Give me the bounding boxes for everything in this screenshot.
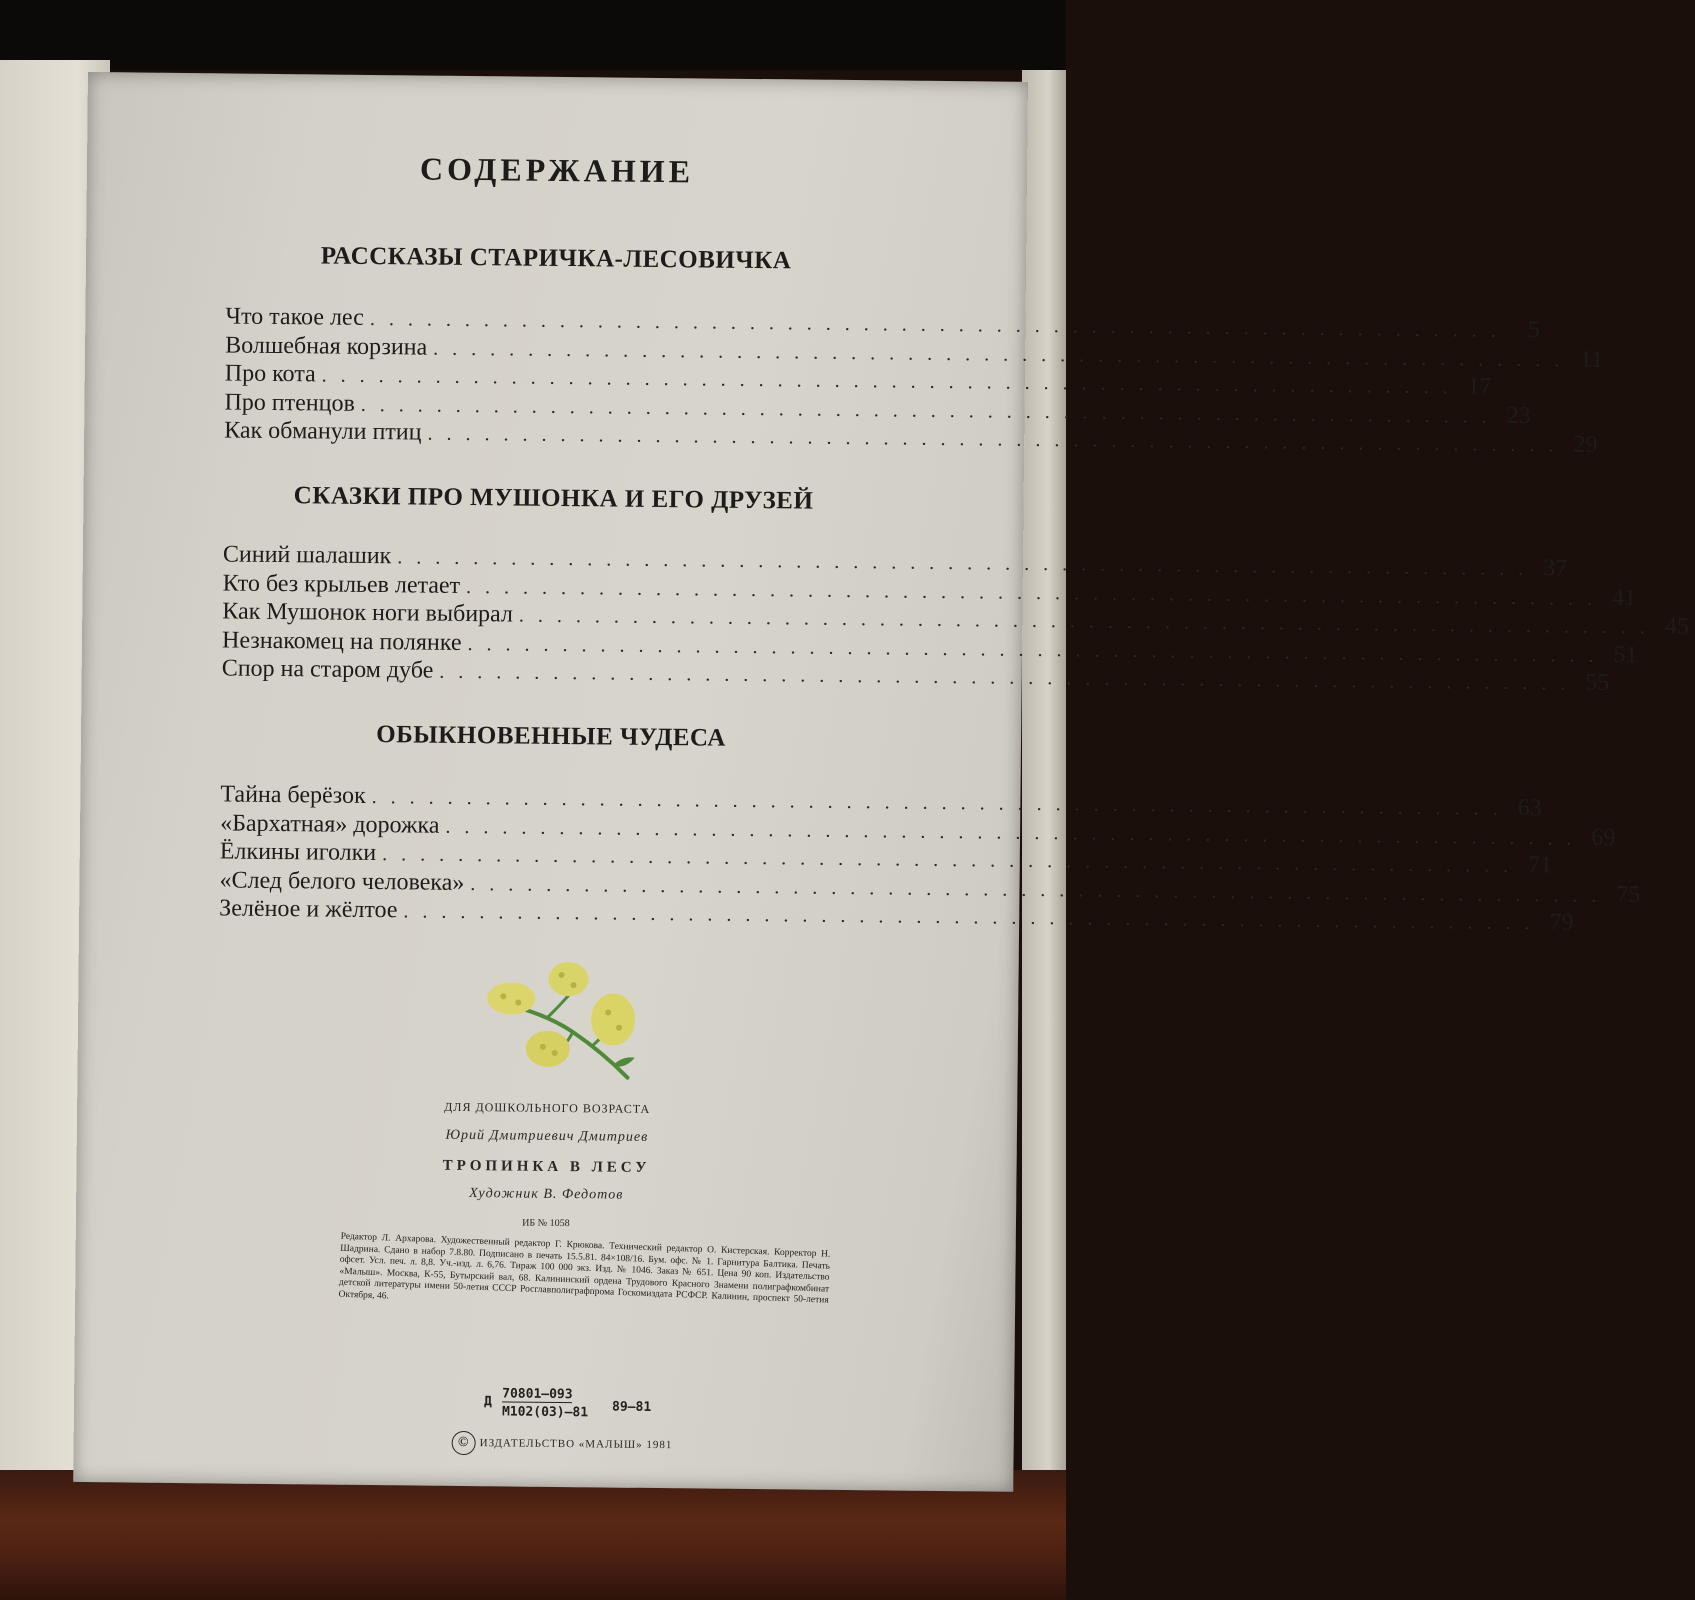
section-heading: СКАЗКИ ПРО МУШОНКА И ЕГО ДРУЗЕЙ xyxy=(293,482,814,515)
toc-leader-dots: ............................................................ xyxy=(403,900,1544,935)
toc-entry xyxy=(221,655,1610,696)
toc-entry-title: Зелёное и жёлтое xyxy=(219,895,398,924)
catalog-denominator: М102(03)—81 xyxy=(501,1404,589,1421)
toc-page-number: 55 xyxy=(1585,669,1610,696)
toc-entry xyxy=(219,895,1574,936)
toc-entry-title: Как обманули птиц xyxy=(224,417,422,446)
toc-page-number: 63 xyxy=(1517,795,1542,822)
toc-page-number: 41 xyxy=(1611,584,1637,611)
ib-number: ИБ № 1058 xyxy=(522,1217,570,1230)
toc-page-number: 37 xyxy=(1543,555,1568,582)
publication-credits: Редактор Л. Архарова. Художественный редактор Г. Крюкова. Технический редактор О. Кистерская. Корректор Н. Шадрина. Сдано в набор 7.8.80. Подписано в печать 15.5.81. 84×108/16. Бум. офс. № 1. Гарнитура Балтика. Печать офсет. Усл. печ. л. 8,8. Уч.-изд. л. 6,76. Тираж 100 000 экз. Изд. № 1046. Заказ № 651. Цена 90 коп. Издательство «Малыш». Москва, К-55, Бутырский вал, 68. Калининский ордена Трудового Красного Знамени полиграфкомбинат детской литературы имени 50-летия СССР Росглавполиграфпрома Госкомиздата РСФСР. Калинин, проспект 50-летия Октября, 46. xyxy=(338,1231,831,1306)
toc-page-number: 17 xyxy=(1467,373,1492,400)
toc-entry-title: «Бархатная» дорожка xyxy=(220,809,440,839)
toc-page-number: 5 xyxy=(1527,317,1540,344)
toc-entry-title: «След белого человека» xyxy=(219,866,465,896)
toc-leader-dots: ............................................................ xyxy=(518,604,1660,639)
toc-page-number: 29 xyxy=(1573,431,1598,458)
section-heading: РАССКАЗЫ СТАРИЧКА-ЛЕСОВИЧКА xyxy=(320,242,792,275)
catalog-numerator: 70801—093 xyxy=(502,1386,573,1403)
toc-leader-dots: ............................................................ xyxy=(433,337,1574,372)
toc-leader-dots: ............................................................ xyxy=(427,422,1568,457)
toc-leader-dots: ............................................................ xyxy=(371,786,1512,820)
toc-entry-title: Ёлкины иголки xyxy=(219,838,377,867)
toc-leader-dots: ............................................................ xyxy=(470,872,1611,907)
toc-entry-title: Про кота xyxy=(224,360,316,388)
right-book-page-edge xyxy=(1022,70,1066,1490)
toc-entry-title: Кто без крыльев летает xyxy=(222,569,461,599)
toc-leader-dots: ............................................................ xyxy=(369,307,1510,342)
toc-entry-title: Что такое лес xyxy=(225,303,365,331)
toc-entry-title: Незнакомец на полянке xyxy=(221,626,462,656)
toc-entry-title: Тайна берёзок xyxy=(220,781,366,809)
toc-leader-dots: ............................................................ xyxy=(466,575,1607,610)
catalog-letter: Д xyxy=(484,1394,493,1410)
toc-entry-title: Про птенцов xyxy=(224,388,356,417)
publisher-name: ИЗДАТЕЛЬСТВО «МАЛЫШ» 1981 xyxy=(479,1437,673,1452)
contents-page xyxy=(73,72,1690,1492)
toc-entry xyxy=(224,417,1598,458)
toc-page-number: 79 xyxy=(1549,909,1574,936)
catalog-code: 89—81 xyxy=(611,1399,652,1415)
toc-entry-title: Спор на старом дубе xyxy=(221,655,434,684)
section-heading: ОБЫКНОВЕННЫЕ ЧУДЕСА xyxy=(376,721,727,752)
toc-page-number: 71 xyxy=(1528,852,1553,879)
toc-page-number: 51 xyxy=(1613,641,1638,668)
toc-leader-dots: ............................................................ xyxy=(467,632,1608,667)
toc-leader-dots: ............................................................ xyxy=(445,815,1586,850)
toc-entry-title: Волшебная корзина xyxy=(225,331,428,361)
publisher-line xyxy=(452,1431,673,1457)
toc-entry-title: Как Мушонок ноги выбирал xyxy=(222,598,514,628)
toc-leader-dots: ............................................................ xyxy=(382,843,1523,878)
toc-page-number: 11 xyxy=(1579,346,1604,373)
toc-entry-title: Синий шалашик xyxy=(222,541,392,570)
artist-credit: Художник В. Федотов xyxy=(469,1186,624,1203)
dark-background xyxy=(0,0,1066,70)
toc-page-number: 75 xyxy=(1616,881,1641,908)
toc-page-number: 45 xyxy=(1664,613,1690,640)
copyright-icon: © xyxy=(452,1431,476,1455)
audience-label: ДЛЯ ДОШКОЛЬНОГО ВОЗРАСТА xyxy=(444,1099,651,1116)
willow-branch-illustration xyxy=(472,956,643,1088)
toc-leader-dots: ............................................................ xyxy=(439,660,1580,695)
toc-leader-dots: ............................................................ xyxy=(321,364,1462,399)
author-name: Юрий Дмитриевич Дмитриев xyxy=(445,1127,649,1145)
toc-page-number: 69 xyxy=(1591,824,1616,851)
toc-leader-dots: ............................................................ xyxy=(360,393,1501,428)
page-title: СОДЕРЖАНИЕ xyxy=(419,150,695,190)
toc-page-number: 23 xyxy=(1506,402,1531,429)
book-title: ТРОПИНКА В ЛЕСУ xyxy=(442,1157,651,1176)
toc-leader-dots: ............................................................ xyxy=(397,546,1538,581)
